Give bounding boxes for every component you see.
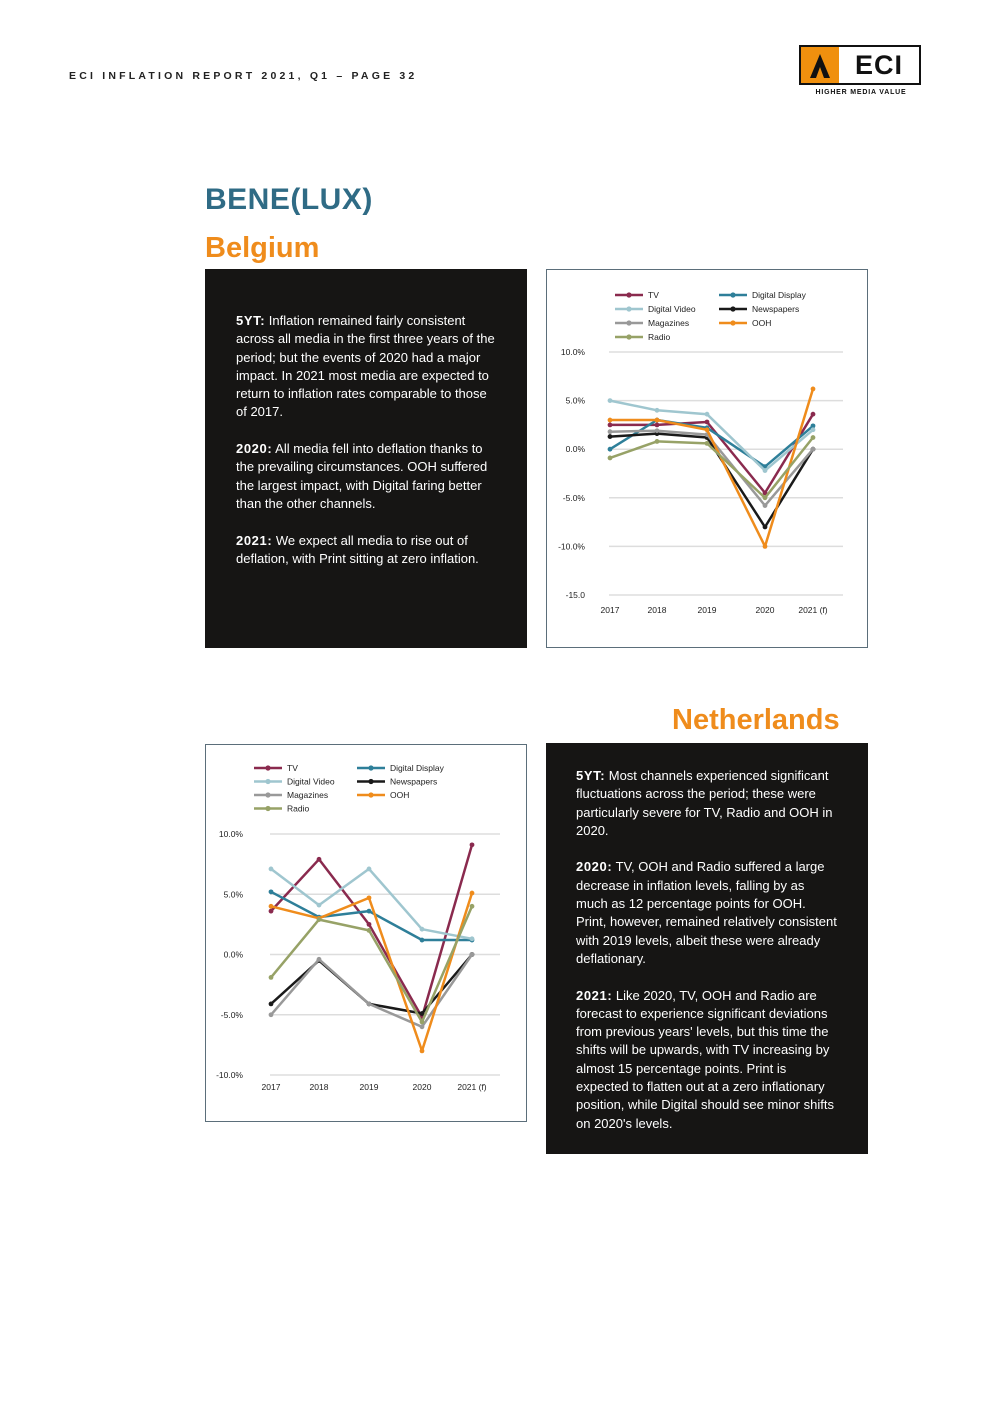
legend-label: TV [287, 763, 298, 773]
data-point [470, 952, 475, 957]
data-point [470, 936, 475, 941]
data-point [269, 909, 274, 914]
y-tick-label: 0.0% [565, 444, 585, 455]
data-point [470, 891, 475, 896]
data-point [317, 957, 322, 962]
data-point [811, 412, 816, 417]
x-tick-label: 2020 [755, 605, 775, 615]
data-point [811, 427, 816, 432]
series-line-tv [610, 414, 813, 493]
netherlands-heading: Netherlands [672, 704, 840, 736]
data-point [608, 398, 613, 403]
legend-label: Newspapers [390, 776, 438, 787]
legend-marker [626, 292, 631, 297]
data-point [811, 435, 816, 440]
data-point [608, 429, 613, 434]
data-point [317, 917, 322, 922]
data-point [655, 418, 660, 423]
logo-tagline: HIGHER MEDIA VALUE [815, 89, 907, 96]
netherlands-line-chart [206, 745, 528, 1123]
data-point [269, 975, 274, 980]
data-point [367, 922, 372, 927]
legend-marker [626, 306, 631, 311]
legend-label: OOH [752, 318, 772, 328]
data-point [608, 434, 613, 439]
data-point [420, 1049, 425, 1054]
data-point [367, 895, 372, 900]
legend-marker [730, 306, 735, 311]
series-line-magazines [610, 431, 813, 506]
legend-marker [626, 320, 631, 325]
series-line-ooh [271, 893, 472, 1051]
legend-label: Magazines [648, 318, 690, 328]
x-tick-label: 2019 [697, 605, 717, 615]
legend-marker [368, 765, 373, 770]
legend-label: Radio [648, 332, 671, 342]
data-point [608, 418, 613, 423]
legend-label: Digital Video [287, 776, 335, 787]
data-point [367, 867, 372, 872]
netherlands-paragraph-2021: 2021: Like 2020, TV, OOH and Radio are forecast to experience significant deviations from previous years' levels, but this time the shifts will be upwards, with TV increasing by almost 15 percentage points. Print is expected to flatten out at a zero inflationary position, while Digital should see minor shifts on 2020's levels. [576, 987, 834, 1131]
data-point [420, 1020, 425, 1025]
y-tick-label: 5.0% [565, 395, 585, 406]
data-point [705, 412, 710, 417]
belgium-text-box [205, 269, 527, 648]
y-tick-label: -10.0% [216, 1070, 243, 1080]
belgium-paragraph-2021: 2021: We expect all media to rise out of deflation, with Print sitting at zero inflation. [236, 532, 479, 566]
legend-label: Digital Video [648, 304, 696, 314]
data-point [367, 1002, 372, 1007]
belgium-line-chart [547, 270, 869, 649]
netherlands-paragraph-2020: 2020: TV, OOH and Radio suffered a large decrease in inflation levels, falling by as much as 12 percentage points for OOH. Print, however, remained relatively consistent with 2019 levels, albeit these were already deflationary. [576, 859, 837, 966]
legend-label: Digital Display [390, 763, 444, 773]
eci-logo-mark-icon [801, 47, 839, 83]
netherlands-paragraph-5yt: 5YT: Most channels experienced significant fluctuations across the period; these were particularly severe for TV, Radio and OOH in 2020. [576, 768, 833, 838]
data-point [470, 842, 475, 847]
data-point [655, 408, 660, 413]
data-point [269, 889, 274, 894]
data-point [811, 447, 816, 452]
y-tick-label: -15.0 [565, 590, 585, 600]
data-point [608, 456, 613, 461]
legend-label: Digital Display [752, 290, 806, 300]
legend-label: Newspapers [752, 304, 800, 314]
data-point [655, 428, 660, 433]
eci-logo [799, 45, 923, 100]
legend-marker [265, 779, 270, 784]
data-point [269, 867, 274, 872]
data-point [705, 420, 710, 425]
y-tick-label: -5.0% [562, 492, 585, 503]
belgium-paragraph-5yt: 5YT: Inflation remained fairly consistent across all media in the first three years of the period; but the events of 2020 had a major impact. In 2021 most media are expected to return to inflation rates comparable to those of 2017. [236, 313, 495, 420]
data-point [269, 1002, 274, 1007]
data-point [608, 447, 613, 452]
data-point [763, 544, 768, 549]
data-point [655, 439, 660, 444]
report-header: ECI INFLATION REPORT 2021, Q1 – PAGE 32 [69, 70, 418, 82]
netherlands-text-box [546, 743, 868, 1154]
belgium-heading: Belgium [205, 232, 320, 264]
legend-marker [368, 779, 373, 784]
legend-label: TV [648, 290, 659, 300]
data-point [420, 938, 425, 943]
y-tick-label: -5.0% [220, 1009, 243, 1020]
belgium-chart [546, 269, 868, 648]
netherlands-chart [205, 744, 527, 1122]
x-tick-label: 2021 (f) [457, 1082, 487, 1092]
series-line-ooh [610, 389, 813, 547]
data-point [269, 904, 274, 909]
data-point [420, 927, 425, 932]
x-tick-label: 2020 [412, 1082, 432, 1092]
belgium-paragraph-2020: 2020: All media fell into deflation thanks to the prevailing circumstances. OOH suffered the largest impact, with Digital faring better than the other channels. [236, 441, 488, 511]
y-tick-label: 0.0% [223, 949, 243, 960]
legend-label: Radio [287, 803, 310, 814]
data-point [367, 928, 372, 933]
data-point [763, 495, 768, 500]
x-tick-label: 2021 (f) [798, 605, 828, 615]
x-tick-label: 2018 [647, 605, 667, 615]
data-point [763, 525, 768, 530]
legend-label: Magazines [287, 790, 329, 800]
legend-marker [265, 765, 270, 770]
data-point [763, 503, 768, 508]
legend-marker [265, 806, 270, 811]
x-tick-label: 2017 [261, 1082, 281, 1092]
y-tick-label: 10.0% [218, 829, 243, 839]
legend-marker [265, 792, 270, 797]
data-point [367, 909, 372, 914]
y-tick-label: 10.0% [560, 347, 585, 357]
data-point [608, 423, 613, 428]
data-point [705, 427, 710, 432]
x-tick-label: 2018 [309, 1082, 329, 1092]
legend-marker [626, 334, 631, 339]
legend-marker [730, 292, 735, 297]
y-tick-label: -10.0% [558, 541, 585, 552]
data-point [655, 423, 660, 428]
legend-marker [730, 320, 735, 325]
region-title: BENE(LUX) [205, 183, 373, 216]
data-point [269, 1012, 274, 1017]
logo-text: ECI [854, 49, 903, 80]
data-point [317, 903, 322, 908]
x-tick-label: 2019 [359, 1082, 379, 1092]
legend-label: OOH [390, 790, 410, 800]
data-point [705, 441, 710, 446]
y-tick-label: 5.0% [223, 889, 243, 900]
legend-marker [368, 792, 373, 797]
data-point [470, 904, 475, 909]
data-point [763, 468, 768, 473]
data-point [317, 857, 322, 862]
x-tick-label: 2017 [600, 605, 620, 615]
data-point [811, 387, 816, 392]
data-point [420, 1024, 425, 1029]
